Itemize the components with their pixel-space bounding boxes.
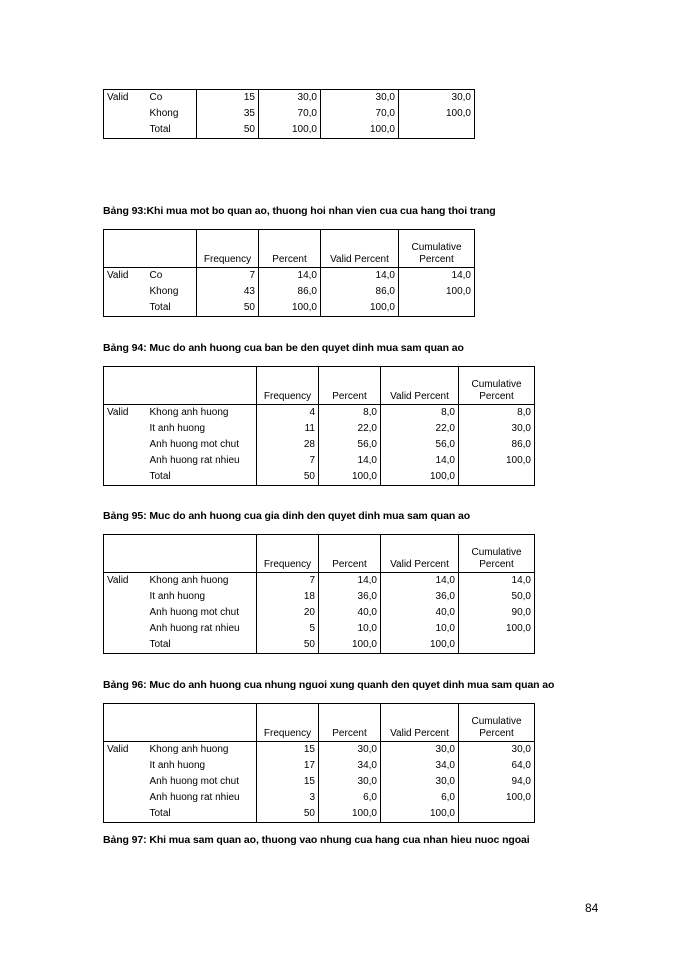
- frequency-cell: 28: [257, 437, 319, 453]
- row-group-label: [104, 589, 147, 605]
- column-header-text: Percent: [332, 391, 367, 402]
- column-header-text: Percent: [272, 254, 307, 265]
- cumulative-percent-cell: [459, 637, 535, 654]
- table-row: [104, 453, 535, 469]
- header-corner: [104, 704, 257, 742]
- row-label: Total: [147, 806, 257, 823]
- frequency-cell: 17: [257, 758, 319, 774]
- percent-cell: 14,0: [319, 573, 381, 590]
- valid-percent-cell: 36,0: [381, 589, 459, 605]
- frequency-cell: 11: [257, 421, 319, 437]
- column-header: [319, 704, 381, 742]
- column-header-text: Cumulative: [471, 716, 522, 727]
- column-header-text: Percent: [479, 559, 514, 570]
- valid-percent-cell: 40,0: [381, 605, 459, 621]
- column-header: [319, 535, 381, 573]
- column-header: [197, 230, 259, 268]
- row-group-label: [104, 453, 147, 469]
- valid-percent-cell: 14,0: [321, 268, 399, 285]
- percent-cell: 14,0: [259, 268, 321, 285]
- frequency-cell: 50: [257, 469, 319, 486]
- valid-percent-cell: 70,0: [321, 106, 399, 122]
- row-label: Anh huong rat nhieu: [149, 792, 240, 803]
- column-header: [459, 704, 535, 742]
- column-header-text: Valid Percent: [390, 391, 449, 402]
- cumulative-percent-cell: 100,0: [459, 621, 535, 637]
- table-header-row: [104, 535, 535, 573]
- row-label: Co: [147, 90, 197, 107]
- valid-percent-cell: 10,0: [381, 621, 459, 637]
- frequency-cell: 20: [257, 605, 319, 621]
- cumulative-percent-cell: 30,0: [399, 90, 475, 107]
- valid-percent-cell: 100,0: [381, 637, 459, 654]
- table-header-row: [104, 230, 475, 268]
- row-group-label: [104, 621, 147, 637]
- percent-cell: 30,0: [259, 90, 321, 107]
- valid-percent-cell: 100,0: [381, 806, 459, 823]
- valid-percent-cell: 14,0: [381, 573, 459, 590]
- row-group-label: Valid: [104, 268, 147, 285]
- table-row: [104, 790, 535, 806]
- row-group-label: [104, 300, 147, 317]
- frequency-cell: 5: [257, 621, 319, 637]
- table-row: [104, 284, 475, 300]
- valid-percent-cell: 34,0: [381, 758, 459, 774]
- valid-percent-cell: 14,0: [381, 453, 459, 469]
- column-header: [381, 367, 459, 405]
- frequency-cell: 35: [197, 106, 259, 122]
- frequency-cell: 43: [197, 284, 259, 300]
- column-header-text: Percent: [419, 254, 454, 265]
- column-header: [257, 535, 319, 573]
- row-group-label: [104, 806, 147, 823]
- row-label: Total: [147, 300, 197, 317]
- row-label: Co: [149, 270, 163, 281]
- percent-cell: 100,0: [259, 122, 321, 139]
- frequency-cell: 4: [257, 405, 319, 422]
- cumulative-percent-cell: [399, 300, 475, 317]
- row-label: Khong anh huong: [149, 744, 229, 755]
- percent-cell: 100,0: [319, 806, 381, 823]
- table-row: [104, 742, 535, 759]
- page-number: 84: [585, 901, 599, 915]
- column-header: [257, 704, 319, 742]
- column-header-text: Valid Percent: [390, 728, 449, 739]
- row-group-label: [104, 421, 147, 437]
- cumulative-percent-cell: 8,0: [459, 405, 535, 422]
- row-label: Anh huong mot chut: [149, 439, 240, 450]
- row-label: Anh huong rat nhieu: [149, 623, 240, 634]
- cumulative-percent-cell: 100,0: [399, 284, 475, 300]
- frequency-cell: 18: [257, 589, 319, 605]
- valid-percent-cell: 100,0: [381, 469, 459, 486]
- table-row: [104, 637, 535, 654]
- valid-percent-cell: 30,0: [321, 90, 399, 107]
- table-row: [104, 758, 535, 774]
- column-header: [259, 230, 321, 268]
- valid-percent-cell: 30,0: [381, 742, 459, 759]
- table-row: [104, 405, 535, 422]
- row-group-label: [104, 122, 147, 139]
- row-group-label: [104, 637, 147, 654]
- table-row: [104, 621, 535, 637]
- percent-cell: 100,0: [259, 300, 321, 317]
- cumulative-percent-cell: 86,0: [459, 437, 535, 453]
- table-row: [104, 437, 535, 453]
- column-header-text: Percent: [332, 728, 367, 739]
- percent-cell: 10,0: [319, 621, 381, 637]
- column-header-text: Frequency: [263, 559, 312, 570]
- frequency-cell: 15: [257, 742, 319, 759]
- percent-cell: 14,0: [319, 453, 381, 469]
- percent-cell: 34,0: [319, 758, 381, 774]
- table-header-row: [104, 367, 535, 405]
- percent-cell: 22,0: [319, 421, 381, 437]
- table-header-row: [104, 704, 535, 742]
- row-label: Total: [147, 122, 197, 139]
- row-label: Khong: [149, 286, 179, 297]
- column-header-text: Valid Percent: [390, 559, 449, 570]
- row-group-label: Valid: [104, 573, 147, 590]
- caption-table-96: Bảng 96: Muc do anh huong cua nhung nguoi xung quanh den quyet dinh mua sam quan ao: [103, 679, 555, 691]
- row-group-label: [104, 790, 147, 806]
- percent-cell: 6,0: [319, 790, 381, 806]
- cumulative-percent-cell: 100,0: [459, 453, 535, 469]
- percent-cell: 70,0: [259, 106, 321, 122]
- row-group-label: [104, 469, 147, 486]
- table-row: [104, 300, 475, 317]
- valid-percent-cell: 22,0: [381, 421, 459, 437]
- table-row: [104, 605, 535, 621]
- column-header: [459, 367, 535, 405]
- column-header: [459, 535, 535, 573]
- column-header-text: Valid Percent: [330, 254, 389, 265]
- frequency-cell: 3: [257, 790, 319, 806]
- table-row: [104, 106, 475, 122]
- table-row: [104, 469, 535, 486]
- frequency-cell: 50: [257, 806, 319, 823]
- column-header-text: Frequency: [263, 391, 312, 402]
- cumulative-percent-cell: 30,0: [459, 742, 535, 759]
- cumulative-percent-cell: 64,0: [459, 758, 535, 774]
- frequency-cell: 50: [257, 637, 319, 654]
- row-label: It anh huong: [149, 591, 206, 602]
- row-group-label: Valid: [104, 90, 147, 107]
- cumulative-percent-cell: [459, 806, 535, 823]
- valid-percent-cell: 6,0: [381, 790, 459, 806]
- cumulative-percent-cell: 94,0: [459, 774, 535, 790]
- row-label: It anh huong: [149, 423, 206, 434]
- row-label: Khong anh huong: [149, 407, 229, 418]
- row-label: Total: [147, 469, 257, 486]
- column-header: [381, 704, 459, 742]
- table-93: [103, 229, 475, 317]
- table-row: [104, 573, 535, 590]
- table-row: [104, 90, 475, 107]
- valid-percent-cell: 86,0: [321, 284, 399, 300]
- cumulative-percent-cell: 30,0: [459, 421, 535, 437]
- table-94: [103, 366, 535, 486]
- cumulative-percent-cell: 90,0: [459, 605, 535, 621]
- table-row: [104, 774, 535, 790]
- caption-table-93: Bảng 93:Khi mua mot bo quan ao, thuong hoi nhan vien cua cua hang thoi trang: [103, 205, 496, 217]
- column-header-text: Cumulative: [471, 379, 522, 390]
- percent-cell: 30,0: [319, 774, 381, 790]
- row-label: Khong: [149, 108, 179, 119]
- valid-percent-cell: 100,0: [321, 300, 399, 317]
- row-label: It anh huong: [149, 760, 206, 771]
- table-92: [103, 89, 475, 139]
- row-group-label: [104, 605, 147, 621]
- header-corner: [104, 230, 197, 268]
- percent-cell: 86,0: [259, 284, 321, 300]
- row-group-label: [104, 437, 147, 453]
- percent-cell: 30,0: [319, 742, 381, 759]
- caption-table-95: Bảng 95: Muc do anh huong cua gia dinh den quyet dinh mua sam quan ao: [103, 510, 471, 522]
- percent-cell: 100,0: [319, 637, 381, 654]
- row-label: Anh huong rat nhieu: [149, 455, 240, 466]
- row-label: Khong anh huong: [149, 575, 229, 586]
- row-label: Total: [147, 637, 257, 654]
- column-header-text: Cumulative: [411, 242, 462, 253]
- table-row: [104, 421, 535, 437]
- percent-cell: 8,0: [319, 405, 381, 422]
- frequency-cell: 7: [257, 453, 319, 469]
- column-header-text: Percent: [479, 391, 514, 402]
- row-group-label: [104, 758, 147, 774]
- valid-percent-cell: 100,0: [321, 122, 399, 139]
- column-header-text: Frequency: [203, 254, 252, 265]
- column-header: [321, 230, 399, 268]
- column-header: [399, 230, 475, 268]
- cumulative-percent-cell: 14,0: [399, 268, 475, 285]
- cumulative-percent-cell: [399, 122, 475, 139]
- row-group-label: [104, 774, 147, 790]
- header-corner: [104, 535, 257, 573]
- caption-table-97: Bảng 97: Khi mua sam quan ao, thuong vao nhung cua hang cua nhan hieu nuoc ngoai: [103, 834, 530, 846]
- frequency-cell: 15: [197, 90, 259, 107]
- frequency-cell: 50: [197, 122, 259, 139]
- percent-cell: 100,0: [319, 469, 381, 486]
- percent-cell: 56,0: [319, 437, 381, 453]
- column-header-text: Cumulative: [471, 547, 522, 558]
- cumulative-percent-cell: 100,0: [399, 106, 475, 122]
- row-group-label: [104, 106, 147, 122]
- valid-percent-cell: 56,0: [381, 437, 459, 453]
- header-corner: [104, 367, 257, 405]
- frequency-cell: 7: [197, 268, 259, 285]
- frequency-cell: 15: [257, 774, 319, 790]
- table-96: [103, 703, 535, 823]
- frequency-cell: 50: [197, 300, 259, 317]
- column-header: [257, 367, 319, 405]
- valid-percent-cell: 8,0: [381, 405, 459, 422]
- cumulative-percent-cell: 50,0: [459, 589, 535, 605]
- percent-cell: 36,0: [319, 589, 381, 605]
- table-row: [104, 806, 535, 823]
- column-header-text: Frequency: [263, 728, 312, 739]
- table-row: [104, 122, 475, 139]
- cumulative-percent-cell: [459, 469, 535, 486]
- row-group-label: [104, 284, 147, 300]
- table-row: [104, 589, 535, 605]
- column-header: [381, 535, 459, 573]
- percent-cell: 40,0: [319, 605, 381, 621]
- row-label: Anh huong mot chut: [149, 607, 240, 618]
- valid-percent-cell: 30,0: [381, 774, 459, 790]
- column-header: [319, 367, 381, 405]
- caption-table-94: Bảng 94: Muc do anh huong cua ban be den quyet dinh mua sam quan ao: [103, 342, 464, 354]
- row-label: Anh huong mot chut: [149, 776, 240, 787]
- table-95: [103, 534, 535, 654]
- frequency-cell: 7: [257, 573, 319, 590]
- row-group-label: Valid: [104, 742, 147, 759]
- table-row: [104, 268, 475, 285]
- row-group-label: Valid: [104, 405, 147, 422]
- cumulative-percent-cell: 100,0: [459, 790, 535, 806]
- column-header-text: Percent: [332, 559, 367, 570]
- cumulative-percent-cell: 14,0: [459, 573, 535, 590]
- column-header-text: Percent: [479, 728, 514, 739]
